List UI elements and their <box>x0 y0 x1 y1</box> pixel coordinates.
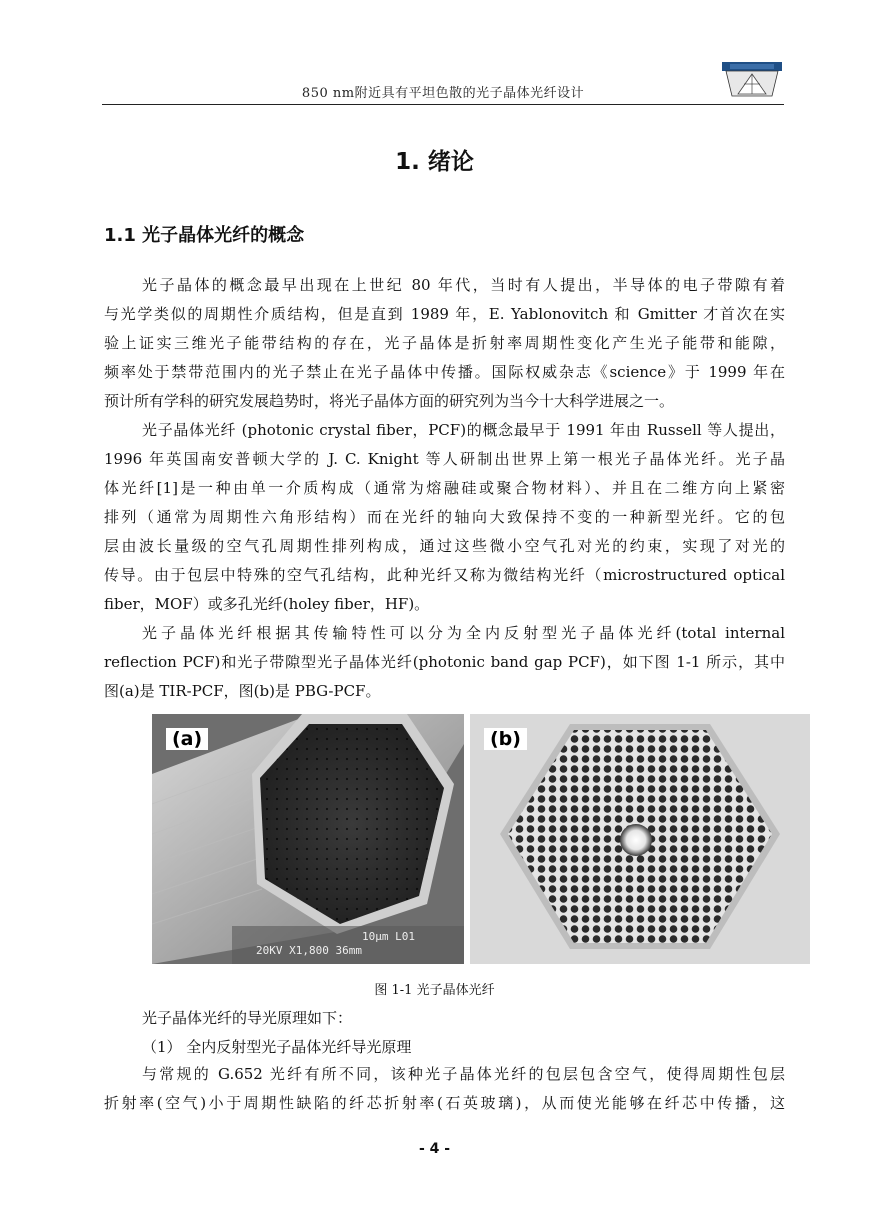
paragraph-line: 折射率(空气)小于周期性缺陷的纤芯折射率(石英玻璃)，从而使光能够在纤芯中传播，这 <box>104 1094 785 1112</box>
section-title: 1.1 光子晶体光纤的概念 <box>104 225 305 246</box>
paragraph-line: 图(a)是 TIR-PCF，图(b)是 PBG-PCF。 <box>104 682 381 700</box>
figure-caption: 图 1-1 光子晶体光纤 <box>374 983 495 998</box>
chapter-title: 1. 绪论 <box>395 149 474 175</box>
paragraph-line: 与光学类似的周期性介质结构，但是直到 1989 年，E. Yablonovitch 和 Gmitter 才首次在实 <box>104 305 785 323</box>
header-title: 850 nm附近具有平坦色散的光子晶体光纤设计 <box>301 86 585 101</box>
principle-subheading: （1） 全内反射型光子晶体光纤导光原理 <box>142 1038 412 1056</box>
sem-info-text: 20KV X1,800 36mm <box>256 944 362 957</box>
paragraph-line: 光子晶体光纤 (photonic crystal fiber，PCF)的概念最早于 1991 年由 Russell 等人提出， <box>142 421 785 439</box>
paragraph-line: 体光纤[1]是一种由单一介质构成（通常为熔融硅或聚合物材料）、并且在二维方向上紧密 <box>104 479 785 497</box>
paragraph-4 <box>104 1060 785 1118</box>
university-logo <box>720 58 784 98</box>
panel-b-label: (b) <box>484 728 527 750</box>
paragraph-line: 层由波长量级的空气孔周期性排列构成，通过这些微小空气孔对光的约束，实现了对光的 <box>104 537 785 555</box>
header-rule <box>102 104 784 105</box>
paragraph-1 <box>104 271 785 416</box>
paragraph-3 <box>104 619 785 706</box>
paragraph-line: reflection PCF)和光子带隙型光子晶体光纤(photonic band gap PCF)，如下图 1-1 所示，其中 <box>104 653 785 671</box>
page-header <box>102 62 784 106</box>
paragraph-line: 验上证实三维光子能带结构的存在，光子晶体是折射率周期性变化产生光子能带和能隙， <box>104 334 785 352</box>
figure-1-1 <box>152 714 810 964</box>
paragraph-line: 排列（通常为周期性六角形结构）而在光纤的轴向大致保持不变的一种新型光纤。它的包 <box>104 508 785 526</box>
paragraph-line: 传导。由于包层中特殊的空气孔结构，此种光纤又称为微结构光纤（microstructured optical <box>104 566 785 584</box>
paragraph-line: 光子晶体的概念最早出现在上世纪 80 年代，当时有人提出，半导体的电子带隙有着 <box>142 276 785 294</box>
paragraph-line: fiber，MOF）或多孔光纤(holey fiber，HF)。 <box>104 595 430 613</box>
page-number: - 4 - <box>418 1141 451 1157</box>
paragraph-line: 与常规的 G.652 光纤有所不同，该种光子晶体光纤的包层包含空气，使得周期性包层 <box>142 1065 785 1083</box>
figure-panel-b <box>470 714 810 964</box>
paragraph-line: 1996 年英国南安普顿大学的 J. C. Knight 等人研制出世界上第一根光子晶体光纤。光子晶 <box>104 450 785 468</box>
paragraph-line: 频率处于禁带范围内的光子禁止在光子晶体中传播。国际权威杂志《science》于 1999 年在 <box>104 363 785 381</box>
principle-intro: 光子晶体光纤的导光原理如下： <box>142 1009 353 1027</box>
paragraph-2 <box>104 416 785 619</box>
paragraph-line: 预计所有学科的研究发展趋势时，将光子晶体方面的研究列为当今十大科学进展之一。 <box>104 392 675 410</box>
figure-panel-a <box>152 714 464 964</box>
sem-scale-text: 10μm L01 <box>362 930 415 943</box>
paragraph-line: 光子晶体光纤根据其传输特性可以分为全内反射型光子晶体光纤(total internal <box>142 624 785 642</box>
panel-a-label: (a) <box>166 728 208 750</box>
